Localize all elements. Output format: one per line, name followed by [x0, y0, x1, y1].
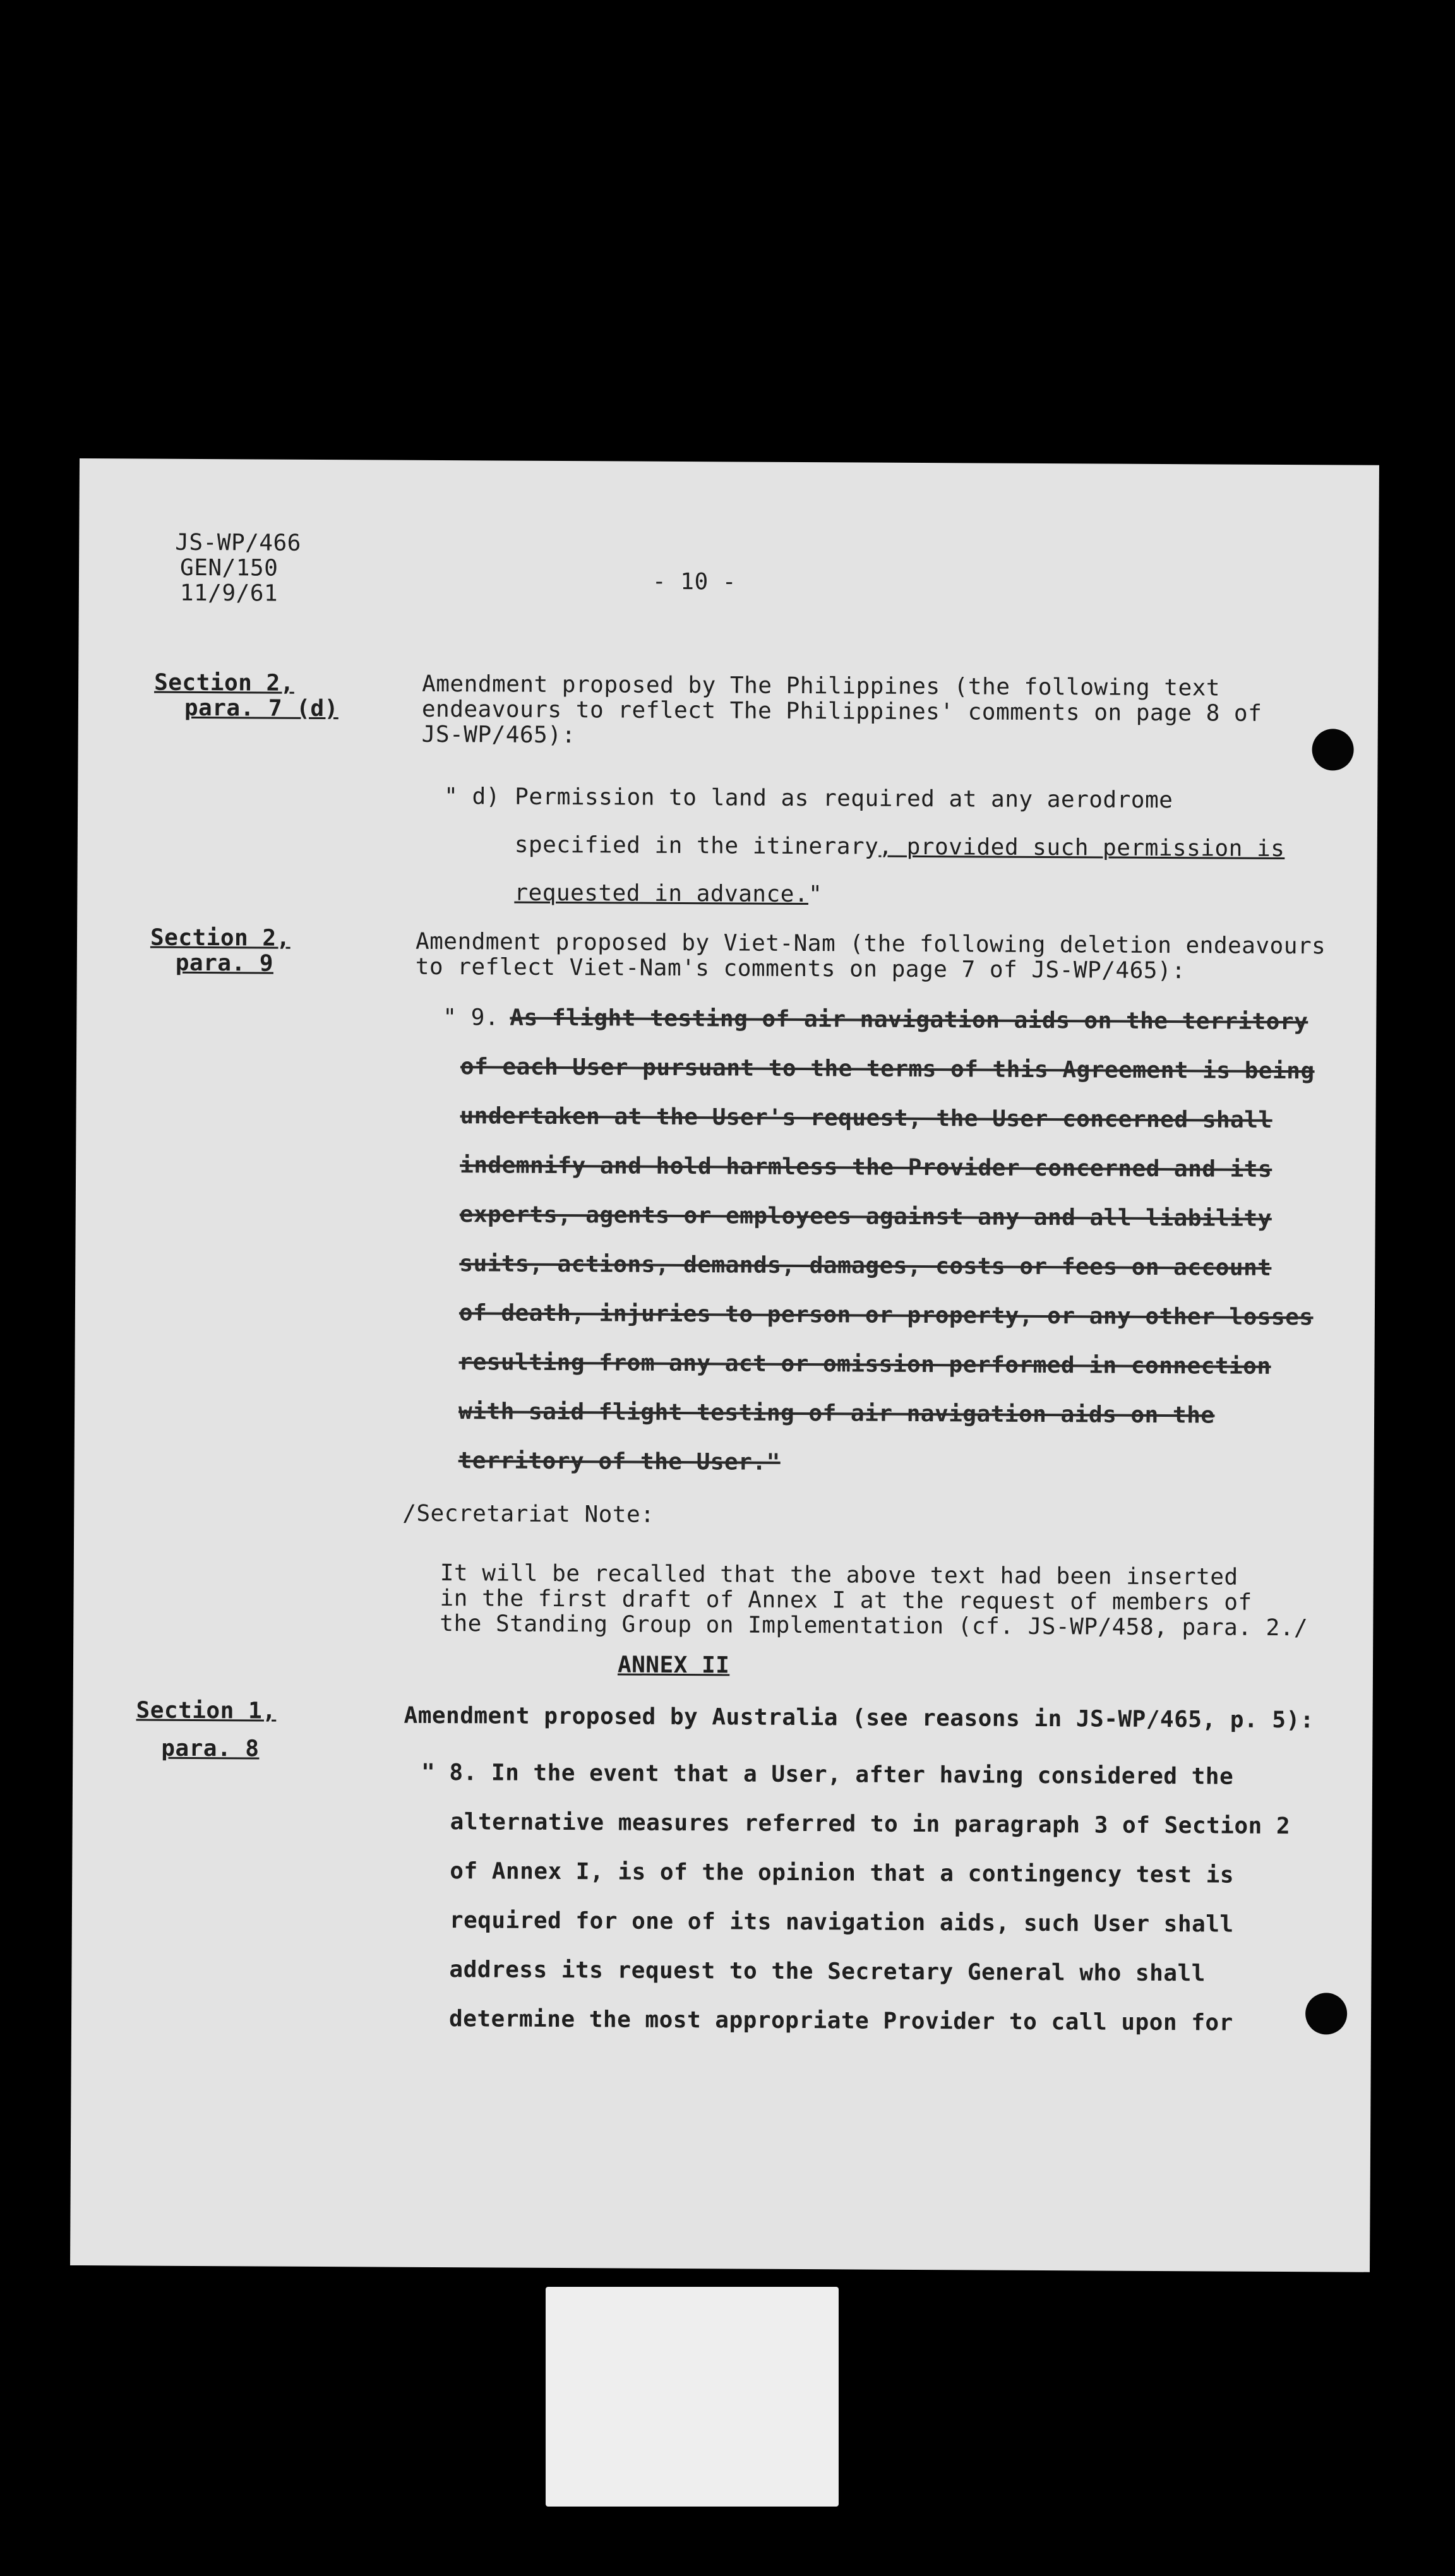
section-label: Section 1, [136, 1697, 277, 1724]
punch-hole-top [1312, 729, 1353, 770]
deleted-text-line: resulting from any act or omission performed in connection [458, 1349, 1271, 1380]
document-page [70, 458, 1379, 2272]
blank-label-slip [546, 2287, 839, 2507]
quote-line: Permission to land as required at any aerodrome [515, 784, 1173, 814]
deleted-text-line: As flight testing of air navigation aids on the territory [510, 1005, 1308, 1035]
deleted-text-line: experts, agents or employees against any and all liability [459, 1202, 1272, 1232]
amendment-text-line: determine the most appropriate Provider to call upon for [448, 2006, 1233, 2036]
note-line: in the first draft of Annex I at the request of members of [440, 1585, 1252, 1616]
deleted-text-line: territory of the User." [458, 1448, 781, 1476]
section-label: Section 2, [150, 924, 290, 951]
amendment-intro-line: JS-WP/465): [421, 721, 576, 749]
amendment-intro-line: Amendment proposed by Viet-Nam (the following deletion endeavours [415, 928, 1326, 960]
deleted-text-line: of death, injuries to person or property, or any other losses [458, 1300, 1314, 1331]
note-line: It will be recalled that the above text had been inserted [440, 1560, 1238, 1590]
document-ref-line: JS-WP/466 [175, 529, 301, 556]
section-label: para. 7 (d) [184, 695, 338, 722]
deleted-text-line: with said flight testing of air navigation aids on the [458, 1398, 1215, 1429]
amendment-text-line: required for one of its navigation aids, such User shall [449, 1907, 1234, 1938]
amendment-intro-line: Amendment proposed by Australia (see reasons in JS-WP/465, p. 5): [404, 1702, 1314, 1734]
deleted-text-line: undertaken at the User's request, the User concerned shall [460, 1103, 1272, 1133]
inserted-text: requested in advance. [514, 880, 809, 908]
section-label: Section 2, [154, 669, 294, 696]
document-ref-line: 11/9/61 [179, 580, 278, 607]
quote-marker: " d) [444, 784, 501, 810]
document-ref-line: GEN/150 [179, 554, 278, 581]
amendment-text-line: of Annex I, is of the opinion that a contingency test is [450, 1858, 1235, 1888]
deleted-text-line: of each User pursuant to the terms of this Agreement is being [460, 1054, 1315, 1085]
page-number: - 10 - [652, 568, 737, 595]
deleted-text-line: indemnify and hold harmless the Provider concerned and its [460, 1152, 1272, 1183]
quote-line [515, 832, 1285, 862]
amendment-text-line: address its request to the Secretary General who shall [449, 1957, 1206, 1987]
note-line: the Standing Group on Implementation (cf. JS-WP/458, para. 2./ [440, 1611, 1308, 1642]
amendment-intro-line: to reflect Viet-Nam's comments on page 7 of JS-WP/465): [415, 953, 1186, 984]
section-label: para. 8 [161, 1735, 260, 1762]
amendment-text-line: " 8. In the event that a User, after having considered the [421, 1759, 1234, 1790]
quote-text: specified in the itinerary [514, 832, 879, 860]
quote-line [514, 880, 822, 909]
annex-heading: ANNEX II [617, 1652, 730, 1679]
punch-hole-bottom [1305, 1993, 1347, 2034]
deleted-text-line: suits, actions, demands, damages, costs or fees on account [459, 1251, 1272, 1281]
quote-close: " [808, 881, 823, 908]
inserted-text: , provided such permission is [878, 833, 1285, 862]
section-label: para. 9 [175, 950, 274, 977]
quote-marker: " 9. [443, 1005, 500, 1031]
amendment-intro-line: endeavours to reflect The Philippines' comments on page 8 of [421, 696, 1262, 727]
note-heading: /Secretariat Note: [402, 1500, 655, 1528]
amendment-intro-line: Amendment proposed by The Philippines (the following text [422, 671, 1221, 701]
amendment-text-line: alternative measures referred to in paragraph 3 of Section 2 [450, 1809, 1291, 1840]
